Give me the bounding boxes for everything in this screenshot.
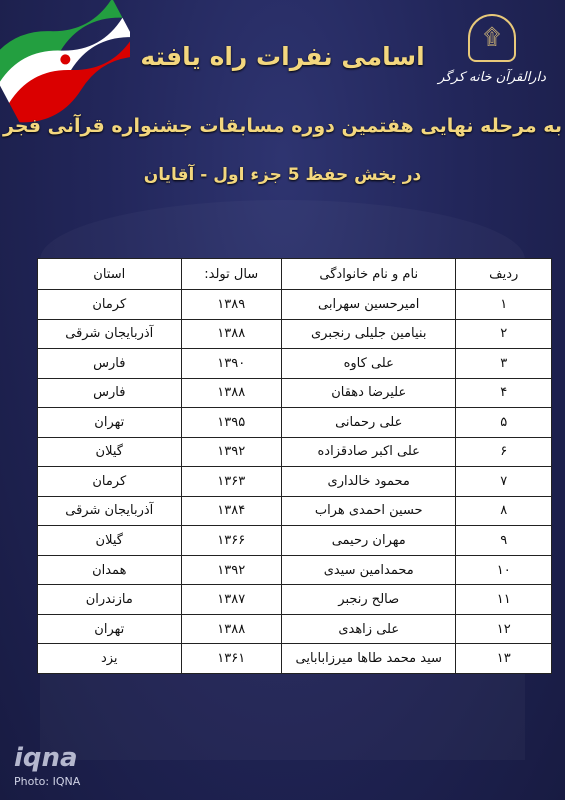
cell-index: ۱۱ [456, 585, 552, 615]
cell-province: مازندران [38, 585, 182, 615]
cell-birth-year: ۱۳۹۰ [181, 349, 281, 379]
table-row [38, 614, 552, 644]
cell-name: محمدامین سیدی [281, 555, 456, 585]
table-row [38, 319, 552, 349]
cell-name: علیرضا دهقان [281, 378, 456, 408]
iqna-watermark [14, 743, 80, 788]
cell-province: تهران [38, 408, 182, 438]
table-row [38, 585, 552, 615]
table-row [38, 526, 552, 556]
cell-index: ۵ [456, 408, 552, 438]
header-province: استان [38, 259, 182, 290]
cell-name: امیرحسین سهرابی [281, 290, 456, 320]
table-header-row [38, 259, 552, 290]
header-name: نام و نام خانوادگی [281, 259, 456, 290]
cell-name: علی کاوه [281, 349, 456, 379]
photo-credit: Photo: IQNA [14, 775, 81, 788]
cell-index: ۱ [456, 290, 552, 320]
cell-name: علی زاهدی [281, 614, 456, 644]
cell-index: ۷ [456, 467, 552, 497]
cell-province: آذربایجان شرقی [38, 496, 182, 526]
cell-index: ۹ [456, 526, 552, 556]
cell-index: ۱۲ [456, 614, 552, 644]
mosque-icon: ۩ [468, 14, 516, 62]
cell-birth-year: ۱۳۸۸ [181, 319, 281, 349]
cell-birth-year: ۱۳۶۱ [181, 644, 281, 674]
cell-province: آذربایجان شرقی [38, 319, 182, 349]
cell-index: ۴ [456, 378, 552, 408]
cell-name: علی رحمانی [281, 408, 456, 438]
cell-birth-year: ۱۳۹۵ [181, 408, 281, 438]
table-row [38, 408, 552, 438]
cell-index: ۲ [456, 319, 552, 349]
iqna-logo: iqna [14, 743, 78, 773]
header-birth-year: سال تولد: [181, 259, 281, 290]
cell-province: یزد [38, 644, 182, 674]
cell-province: کرمان [38, 467, 182, 497]
cell-name: محمود خالداری [281, 467, 456, 497]
cell-province: همدان [38, 555, 182, 585]
cell-name: صالح رنجبر [281, 585, 456, 615]
table-row [38, 349, 552, 379]
cell-province: گیلان [38, 437, 182, 467]
page-title: اسامی نفرات راه یافته [140, 42, 425, 71]
cell-birth-year: ۱۳۶۳ [181, 467, 281, 497]
cell-province: کرمان [38, 290, 182, 320]
cell-index: ۱۳ [456, 644, 552, 674]
table-row [38, 496, 552, 526]
cell-birth-year: ۱۳۸۸ [181, 614, 281, 644]
page-subtitle: به مرحله نهایی هفتمین دوره مسابقات جشنواره قرآنی فجر [3, 115, 562, 137]
iran-flag-icon [0, 0, 130, 130]
cell-province: گیلان [38, 526, 182, 556]
cell-index: ۶ [456, 437, 552, 467]
table-row [38, 378, 552, 408]
cell-name: حسین احمدی هراب [281, 496, 456, 526]
cell-name: علی اکبر صادقزاده [281, 437, 456, 467]
table-row [38, 555, 552, 585]
cell-province: فارس [38, 378, 182, 408]
cell-index: ۳ [456, 349, 552, 379]
darolquran-logo [437, 8, 547, 108]
table-row [38, 644, 552, 674]
section-label: در بخش حفظ 5 جزء اول - آقایان [143, 165, 422, 185]
cell-province: تهران [38, 614, 182, 644]
cell-name: مهران رحیمی [281, 526, 456, 556]
cell-birth-year: ۱۳۸۴ [181, 496, 281, 526]
cell-birth-year: ۱۳۶۶ [181, 526, 281, 556]
table-row [38, 290, 552, 320]
logo-text: دارالقرآن خانه کرگر [438, 70, 546, 85]
cell-province: فارس [38, 349, 182, 379]
cell-birth-year: ۱۳۹۲ [181, 555, 281, 585]
table-row [38, 437, 552, 467]
cell-name: بنیامین جلیلی رنجبری [281, 319, 456, 349]
cell-name: سید محمد طاها میرزابابایی [281, 644, 456, 674]
cell-birth-year: ۱۳۸۹ [181, 290, 281, 320]
participants-table [37, 258, 552, 674]
header-index: ردیف [456, 259, 552, 290]
cell-birth-year: ۱۳۸۷ [181, 585, 281, 615]
cell-index: ۱۰ [456, 555, 552, 585]
cell-birth-year: ۱۳۸۸ [181, 378, 281, 408]
cell-index: ۸ [456, 496, 552, 526]
table-row [38, 467, 552, 497]
cell-birth-year: ۱۳۹۲ [181, 437, 281, 467]
